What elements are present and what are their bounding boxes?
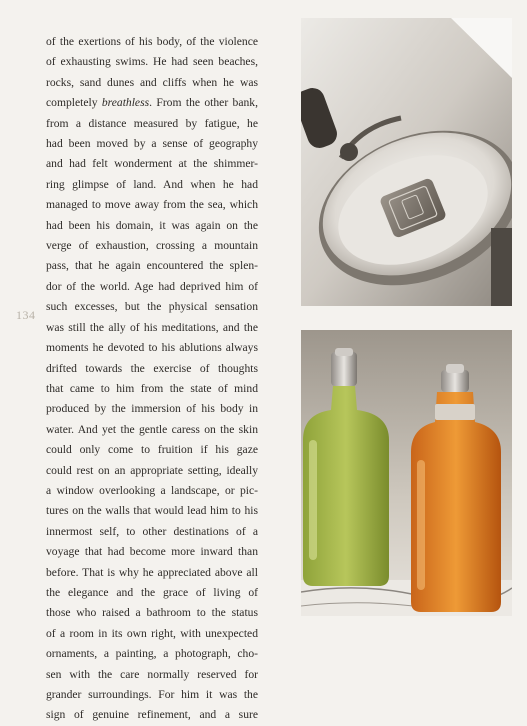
body-text-line: pass, that he again encountered the splen- [46, 259, 258, 273]
body-text-line: before. That is why he appreciated above all [46, 565, 258, 579]
body-text-line: innermost self, to other destinations of a [46, 524, 258, 538]
body-text-line: moments he devoted to his ablutions always [46, 341, 258, 355]
page-number: 134 [16, 308, 36, 322]
body-text-line: rocks, sand dunes and cliffs when he was [46, 75, 258, 89]
body-text-line: had been moved by a sense of geography [46, 137, 258, 151]
body-text-line: the elegance and the grace of living of [46, 585, 258, 599]
body-text-line: could rest on an appropriate setting, ideally [46, 463, 258, 477]
body-text-line: grander surroundings. For him it was the [46, 688, 258, 701]
body-text-line: tures on the walls that would lead him to his [46, 504, 258, 518]
body-text-line: could only come to fruition if his gaze [46, 443, 258, 457]
body-text-column [46, 32, 258, 726]
body-text-line: sen with the care normally reserved for [46, 667, 258, 681]
body-text-line: produced by the immersion of his body in [46, 402, 258, 416]
body-text-line: ornaments, a painting, a photograph, cho- [46, 647, 258, 661]
body-text-line: voyage that had become more inward than [46, 545, 258, 559]
body-text-line: of exhausting swims. He had seen beaches, [46, 55, 258, 69]
body-text-line: completely breathless. From the other bank, [46, 96, 258, 110]
body-text-line: verge of exhaustion, crossing a mountain [46, 239, 258, 253]
body-text-line: those who raised a bathroom to the status [46, 606, 258, 620]
body-text-line: drifted towards the exercise of thoughts [46, 361, 258, 375]
body-text-line: sign of genuine refinement, and a sure [46, 708, 258, 722]
soap-dish-photo [301, 18, 512, 306]
body-text-line: such excesses, but the physical sensation [46, 300, 258, 314]
body-text-line: of the exertions of his body, of the violence [46, 35, 258, 48]
body-text-line: and had felt wonderment at the shimmer- [46, 157, 258, 171]
body-text-line: from a distance measured by fatigue, he [46, 116, 258, 130]
body-text-line: was still the ally of his meditations, and the [46, 320, 258, 334]
body-text-line: ring glimpse of land. And when he had [46, 177, 258, 191]
body-text-line: of a room in its own right, with unexpected [46, 626, 258, 640]
body-text-line: that came to him from the state of mind [46, 381, 258, 395]
body-text-line: had been his domain, it was again on the [46, 218, 258, 232]
body-text-line: dor of the world. Age had deprived him of [46, 279, 258, 293]
bottles-photo [301, 330, 512, 616]
body-text-line: water. And yet the gentle caress on the skin [46, 422, 258, 436]
body-text-line: managed to move away from the sea, which [46, 198, 258, 212]
body-text-line: a window overlooking a landscape, or pic- [46, 483, 258, 497]
